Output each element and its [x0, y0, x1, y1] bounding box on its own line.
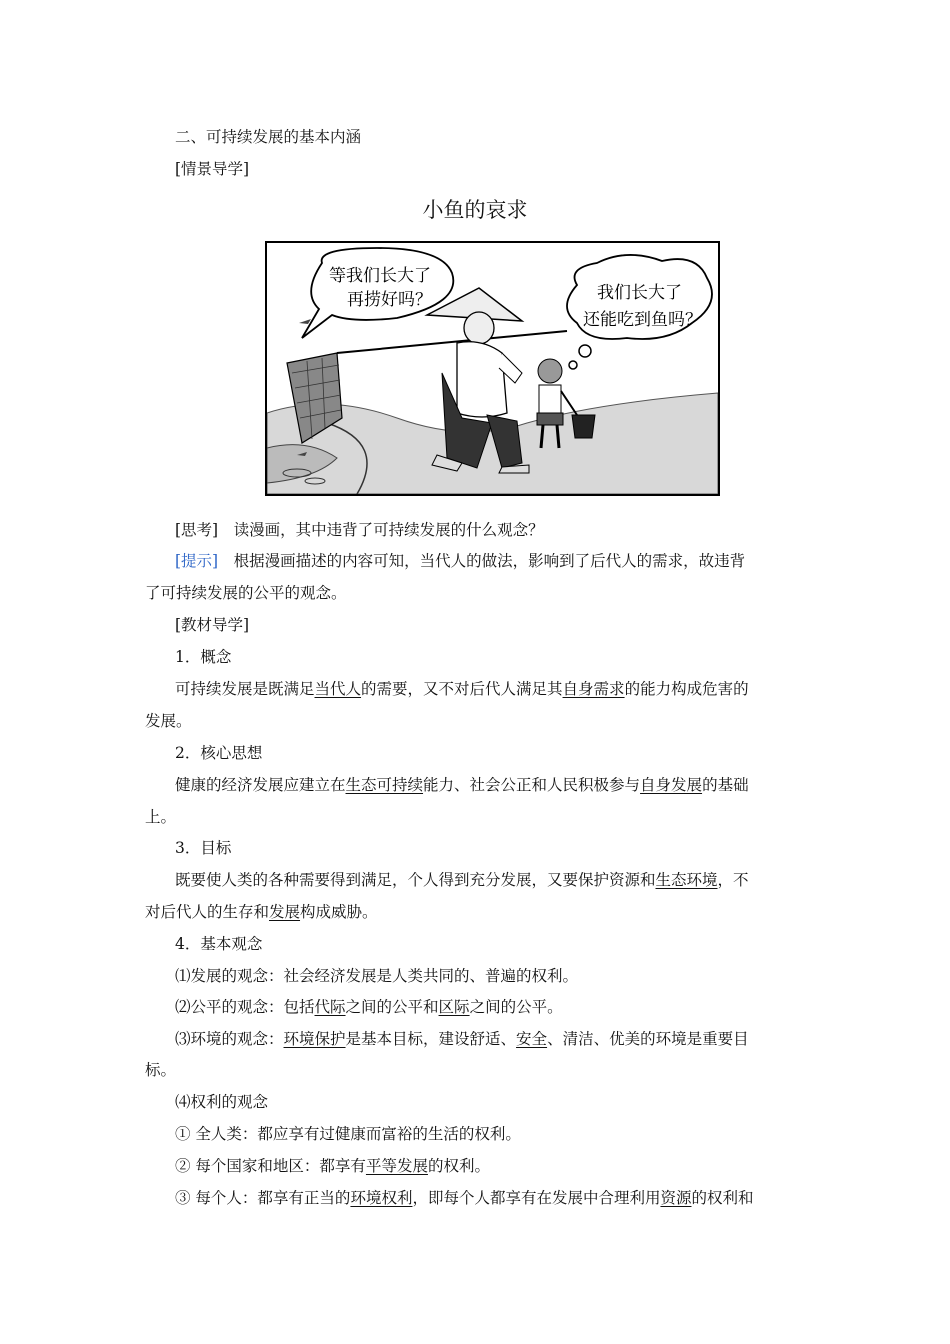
- goal-fill-1: 生态环境: [655, 871, 718, 889]
- right-individual-b: ，即每个人都享有在发展中合理利用: [412, 1189, 661, 1207]
- concept-heading: 1．概念: [175, 648, 232, 666]
- right-country-a: ② 每个国家和地区：都享有: [175, 1157, 366, 1175]
- view-env-a: ⑶环境的观念：: [175, 1030, 284, 1048]
- hint-text-1: 根据漫画描述的内容可知，当代人的做法，影响到了后代人的需求，故违背: [233, 552, 746, 570]
- section-heading: 二、可持续发展的基本内涵: [175, 128, 362, 146]
- view-env-fill-2: 安全: [516, 1030, 548, 1048]
- view-fairness-b: 之间的公平和: [345, 998, 439, 1016]
- right-individual: [175, 1188, 810, 1208]
- concept-fill-1: 当代人: [314, 680, 362, 698]
- bubble-right-line2: 还能吃到鱼吗？: [583, 310, 702, 330]
- core-text-c: 的基础: [702, 776, 749, 794]
- core-text-a: 健康的经济发展应建立在: [175, 776, 346, 794]
- cartoon-title: 小鱼的哀求: [422, 198, 528, 222]
- hint-label: [提示]: [175, 552, 219, 570]
- goal-line-1: [175, 870, 810, 890]
- core-heading: 2．核心思想: [175, 744, 263, 762]
- view-fairness-a: ⑵公平的观念：包括: [175, 998, 315, 1016]
- core-fill-1: 生态可持续: [345, 776, 424, 794]
- view-fairness-fill-1: 代际: [314, 998, 346, 1016]
- view-fairness-c: 之间的公平。: [469, 998, 563, 1016]
- thought-bubble-right: [567, 255, 712, 369]
- cartoon-illustration: [265, 241, 720, 496]
- view-rights: ⑷权利的观念: [175, 1093, 269, 1111]
- right-individual-fill-1: 环境权利: [350, 1189, 413, 1207]
- core-text-b: 能力、社会公正和人民积极参与: [423, 776, 641, 794]
- right-individual-a: ③ 每个人：都享有正当的: [175, 1189, 351, 1207]
- goal-line-2: [145, 902, 810, 922]
- right-country-b: 的权利。: [427, 1157, 490, 1175]
- concept-line-1: [175, 679, 810, 699]
- goal-text-b: ，不: [717, 871, 749, 889]
- right-country-fill: 平等发展: [365, 1157, 428, 1175]
- view-environment-line-2: 标。: [145, 1061, 177, 1079]
- core-line-2: 上。: [145, 808, 177, 826]
- view-development: ⑴发展的观念：社会经济发展是人类共同的、普遍的权利。: [175, 967, 579, 985]
- speech-bubble-left: [302, 248, 453, 338]
- goal-text-c: 对后代人的生存和: [145, 903, 270, 921]
- view-fairness: [175, 997, 810, 1017]
- hint-line-1: [175, 551, 810, 571]
- core-line-1: [175, 775, 810, 795]
- goal-text-d: 构成威胁。: [300, 903, 378, 921]
- concept-fill-2: 自身需求: [562, 680, 625, 698]
- right-country: [175, 1156, 810, 1176]
- scene-label: [情景导学]: [175, 160, 250, 178]
- view-env-b: 是基本目标，建设舒适、: [345, 1030, 517, 1048]
- goal-text-a: 既要使人类的各种需要得到满足，个人得到充分发展，又要保护资源和: [175, 871, 656, 889]
- view-env-c: 、清洁、优美的环境是重要目: [547, 1030, 749, 1048]
- hint-line-2: 了可持续发展的公平的观念。: [145, 584, 347, 602]
- concept-text-c: 的能力构成危害的: [624, 680, 749, 698]
- think-label: [思考]: [175, 521, 219, 539]
- view-environment-line-1: [175, 1029, 810, 1049]
- goal-fill-2: 发展: [269, 903, 301, 921]
- views-heading: 4．基本观念: [175, 935, 263, 953]
- right-individual-c: 的权利和: [691, 1189, 754, 1207]
- concept-line-2: 发展。: [145, 712, 192, 730]
- goal-heading: 3．目标: [175, 839, 232, 857]
- textbook-label: [教材导学]: [175, 616, 250, 634]
- view-fairness-fill-2: 区际: [438, 998, 470, 1016]
- think-text: 读漫画，其中违背了可持续发展的什么观念？: [233, 521, 544, 539]
- view-env-fill-1: 环境保护: [283, 1030, 346, 1048]
- concept-text-a: 可持续发展是既满足: [175, 680, 315, 698]
- right-individual-fill-2: 资源: [660, 1189, 692, 1207]
- right-humankind: ① 全人类：都应享有过健康而富裕的生活的权利。: [175, 1125, 521, 1143]
- concept-text-b: 的需要，又不对后代人满足其: [361, 680, 563, 698]
- think-line: [175, 520, 810, 540]
- bubble-left-line1: 等我们长大了: [329, 266, 431, 286]
- bubble-right-line1: 我们长大了: [597, 283, 682, 303]
- core-fill-2: 自身发展: [640, 776, 703, 794]
- bubble-left-line2: 再捞好吗？: [347, 290, 432, 310]
